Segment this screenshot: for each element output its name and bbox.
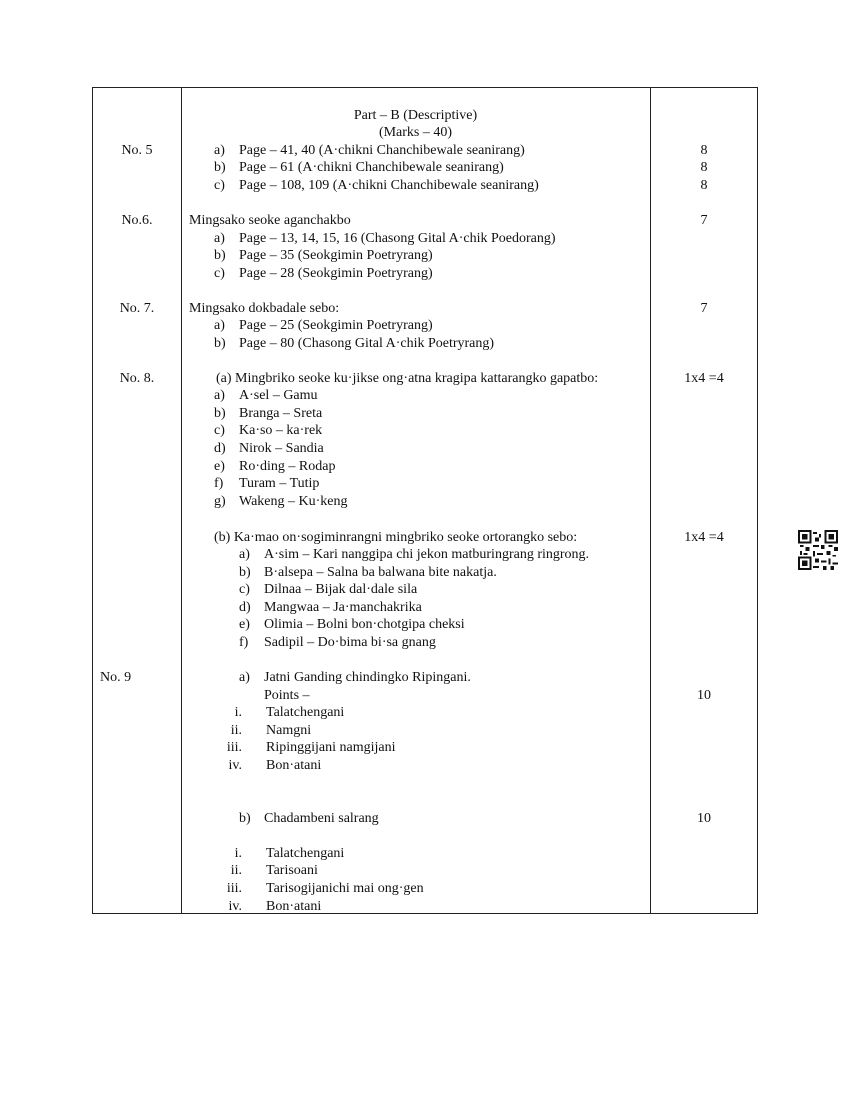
column-divider-1	[181, 88, 182, 913]
q6-intro: Mingsako seoke aganchakbo	[189, 213, 351, 228]
q8a-item-text: Turam – Tutip	[239, 476, 320, 491]
q9a-point-text: Talatchengani	[266, 705, 345, 720]
q9b-point-text: Tarisoani	[266, 863, 318, 878]
section-title: Part – B (Descriptive)	[353, 108, 478, 123]
q5-item-a-mark: 8	[700, 143, 708, 158]
q6-mark: 7	[700, 213, 708, 228]
q8a-item-label: d)	[214, 441, 226, 456]
q7-item-a-label: a)	[214, 318, 225, 333]
q9-b-mark: 10	[697, 811, 711, 826]
q8a-item-text: A·sel – Gamu	[239, 388, 318, 403]
q9-b-text: Chadambeni salrang	[264, 811, 379, 826]
q7-intro: Mingsako dokbadale sebo:	[189, 301, 340, 316]
q7-item-b-label: b)	[214, 336, 226, 351]
q8b-item-text: B·alsepa – Salna ba balwana bite nakatja.	[264, 565, 497, 580]
q9b-point-text: Bon·atani	[266, 899, 322, 914]
q6-item-b-label: b)	[214, 248, 226, 263]
q8a-item-label: a)	[214, 388, 225, 403]
q5-item-a-label: a)	[214, 143, 225, 158]
q5-item-c-label: c)	[214, 178, 225, 193]
q9-a-mark: 10	[697, 688, 711, 703]
question-number-6: No.6.	[121, 213, 153, 228]
q9b-point-label: iv.	[228, 899, 242, 914]
q8-part-a-mark: 1x4 =4	[684, 371, 724, 386]
q9a-point-label: ii.	[230, 723, 242, 738]
q9b-point-text: Tarisogijanichi mai ong·gen	[266, 881, 424, 896]
q9a-point-text: Bon·atani	[266, 758, 322, 773]
q8a-item-text: Ro·ding – Rodap	[239, 459, 336, 474]
q9b-point-text: Talatchengani	[266, 846, 345, 861]
question-number-7: No. 7.	[119, 301, 155, 316]
q8b-item-label: b)	[239, 565, 251, 580]
q7-item-b-text: Page – 80 (Chasong Gital A·chik Poetryrang)	[239, 336, 495, 351]
q8a-item-label: f)	[214, 476, 224, 491]
q8b-item-label: e)	[239, 617, 250, 632]
q8a-item-text: Nirok – Sandia	[239, 441, 324, 456]
q9a-point-text: Ripinggijani namgijani	[266, 740, 396, 755]
question-number-5: No. 5	[121, 143, 153, 158]
q9b-point-label: i.	[234, 846, 242, 861]
q8-part-b-intro: (b) Ka·mao on·sogiminrangni mingbriko seoke ortorangko sebo:	[214, 530, 578, 545]
q8b-item-text: Mangwaa – Ja·manchakrika	[264, 600, 422, 615]
q9-points-label: Points –	[264, 688, 310, 703]
q9a-point-label: i.	[234, 705, 242, 720]
q5-item-b-text: Page – 61 (A·chikni Chanchibewale seanirang)	[239, 160, 504, 175]
q5-item-a-text: Page – 41, 40 (A·chikni Chanchibewale seanirang)	[239, 143, 525, 158]
q9b-point-label: iii.	[226, 881, 242, 896]
q8b-item-text: Sadipil – Do·bima bi·sa gnang	[264, 635, 436, 650]
q9a-point-label: iv.	[228, 758, 242, 773]
q9a-point-text: Namgni	[266, 723, 312, 738]
q9-a-text: Jatni Ganding chindingko Ripingani.	[264, 670, 471, 685]
q6-item-a-text: Page – 13, 14, 15, 16 (Chasong Gital A·chik Poedorang)	[239, 231, 556, 246]
q6-item-b-text: Page – 35 (Seokgimin Poetryrang)	[239, 248, 433, 263]
q8-part-a-intro: (a) Mingbriko seoke ku·jikse ong·atna kragipa kattarangko gapatbo:	[216, 371, 599, 386]
q9b-point-label: ii.	[230, 863, 242, 878]
q8a-item-label: g)	[214, 494, 226, 509]
q5-item-c-mark: 8	[700, 178, 708, 193]
q8b-item-label: d)	[239, 600, 251, 615]
q8a-item-label: e)	[214, 459, 225, 474]
q6-item-a-label: a)	[214, 231, 225, 246]
q8a-item-text: Wakeng – Ku·keng	[239, 494, 348, 509]
section-marks: (Marks – 40)	[378, 125, 453, 140]
q9a-point-label: iii.	[226, 740, 242, 755]
q5-item-b-mark: 8	[700, 160, 708, 175]
q7-item-a-text: Page – 25 (Seokgimin Poetryrang)	[239, 318, 433, 333]
q9-b-label: b)	[239, 811, 251, 826]
q8b-item-text: Dilnaa – Bijak dal·dale sila	[264, 582, 418, 597]
q8-part-b-mark: 1x4 =4	[684, 530, 724, 545]
q8a-item-label: c)	[214, 423, 225, 438]
q5-item-c-text: Page – 108, 109 (A·chikni Chanchibewale seanirang)	[239, 178, 539, 193]
q5-item-b-label: b)	[214, 160, 226, 175]
q9-a-label: a)	[239, 670, 250, 685]
q6-item-c-text: Page – 28 (Seokgimin Poetryrang)	[239, 266, 433, 281]
q8a-item-text: Branga – Sreta	[239, 406, 323, 421]
q6-item-c-label: c)	[214, 266, 225, 281]
q8b-item-text: Olimia – Bolni bon·chotgipa cheksi	[264, 617, 465, 632]
q8a-item-label: b)	[214, 406, 226, 421]
q7-mark: 7	[700, 301, 708, 316]
q8b-item-label: a)	[239, 547, 250, 562]
q8b-item-label: c)	[239, 582, 250, 597]
q8b-item-text: A·sim – Kari nanggipa chi jekon matburingrang ringrong.	[264, 547, 590, 562]
question-number-8: No. 8.	[119, 371, 155, 386]
q8b-item-label: f)	[239, 635, 249, 650]
q8a-item-text: Ka·so – ka·rek	[239, 423, 323, 438]
qr-code-icon	[798, 530, 838, 570]
question-number-9: No. 9	[100, 670, 132, 685]
